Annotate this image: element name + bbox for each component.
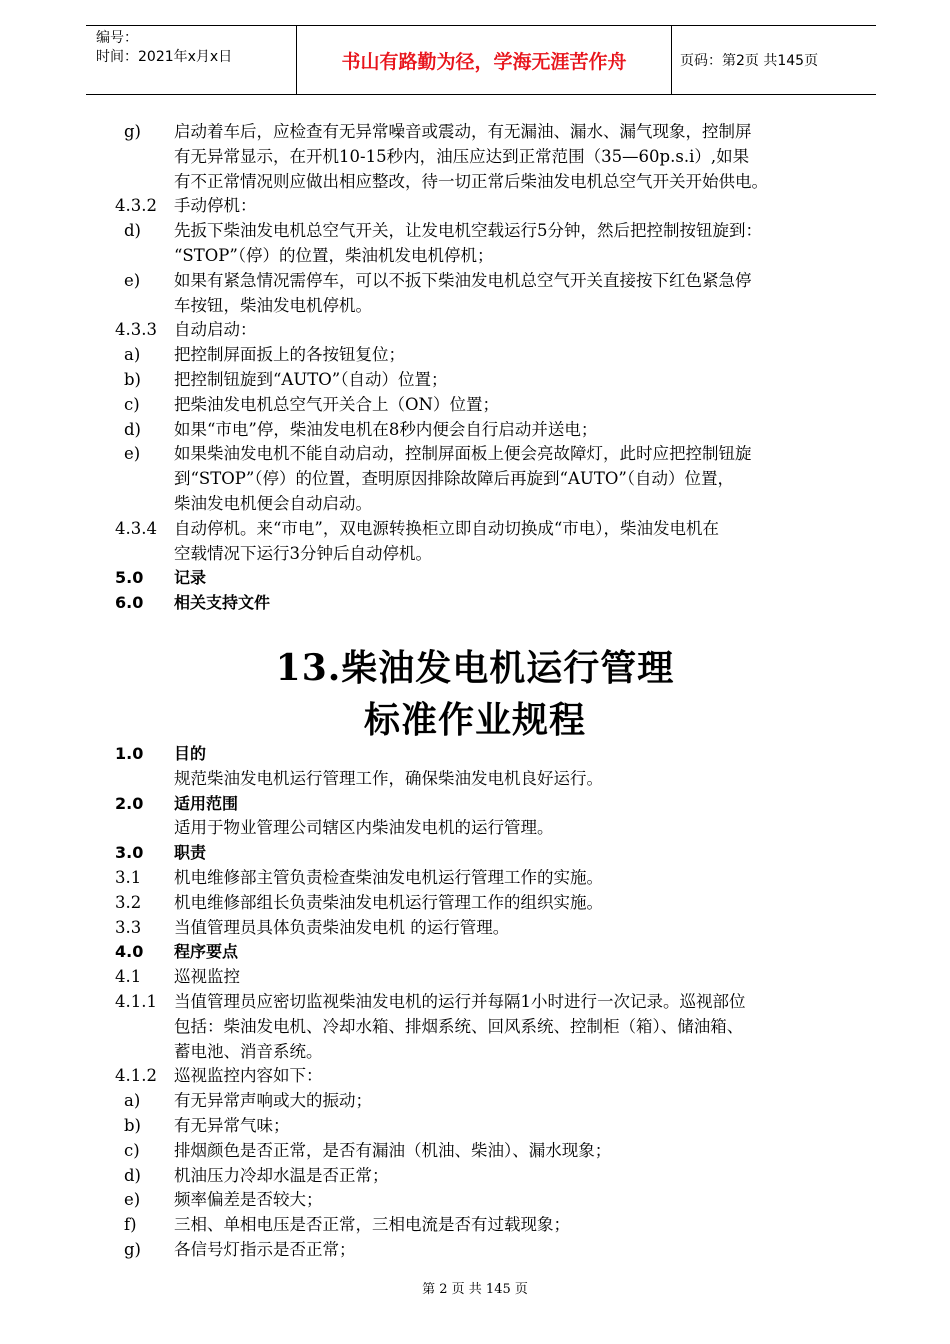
line-number: f) xyxy=(124,1215,137,1235)
line-text: 如果柴油发电机不能自动启动，控制屏面板上便会亮故障灯，此时应把控制钮旋 xyxy=(174,444,752,464)
line-number: d) xyxy=(124,419,141,439)
line-number: e) xyxy=(124,270,141,290)
line-text: 柴油发电机便会自动启动。 xyxy=(174,493,372,513)
line-text: 频率偏差是否较大； xyxy=(174,1190,323,1210)
line-text: 职责 xyxy=(174,843,207,863)
line-number: 5.0 xyxy=(115,568,144,588)
line-number: c) xyxy=(124,1140,140,1160)
text-line xyxy=(0,841,950,866)
line-text: 到“STOP”（停）的位置，查明原因排除故障后再旋到“AUTO”（自动）位置， xyxy=(174,469,735,489)
text-line xyxy=(0,940,950,965)
line-text: 程序要点 xyxy=(174,942,239,962)
text-line xyxy=(0,566,950,591)
line-text: 机电维修部主管负责检查柴油发电机运行管理工作的实施。 xyxy=(174,867,603,887)
line-text: 自动启动： xyxy=(174,320,257,340)
line-number: g) xyxy=(124,122,141,141)
text-line xyxy=(0,1015,950,1040)
text-line xyxy=(0,517,950,542)
line-text: 如果有紧急情况需停车，可以不扳下柴油发电机总空气开关直接按下红色紧急停 xyxy=(174,270,752,290)
line-text: 目的 xyxy=(174,744,207,763)
document-title-line1: 13.柴油发电机运行管理 xyxy=(275,647,675,689)
line-text: 先扳下柴油发电机总空气开关，让发电机空载运行5分钟，然后把控制按钮旋到： xyxy=(174,221,762,241)
text-line xyxy=(0,343,950,368)
line-text: 适用于物业管理公司辖区内柴油发电机的运行管理。 xyxy=(174,818,554,838)
text-line xyxy=(0,965,950,990)
line-number: g) xyxy=(124,1239,141,1259)
line-text: 把控制钮旋到“AUTO”（自动）位置； xyxy=(174,369,448,389)
header-motto: 书山有路勤为径，学海无涯苦作舟 xyxy=(296,26,672,94)
text-line xyxy=(0,467,950,492)
line-text: 相关支持文件 xyxy=(174,593,271,613)
text-line xyxy=(0,1064,950,1089)
line-number: 4.1.2 xyxy=(115,1066,157,1086)
header-page-info: 页码：第2页 共145页 xyxy=(680,53,819,69)
line-number: b) xyxy=(124,1115,141,1135)
line-text: 蓄电池、消音系统。 xyxy=(174,1041,323,1061)
line-text: 排烟颜色是否正常，是否有漏油（机油、柴油）、漏水现象； xyxy=(174,1140,612,1160)
line-number: 2.0 xyxy=(115,793,144,813)
text-line xyxy=(0,542,950,567)
text-line xyxy=(0,1188,950,1213)
line-text: 当值管理员具体负责柴油发电机 的运行管理。 xyxy=(174,917,510,937)
line-number: 4.3.3 xyxy=(115,320,157,340)
text-line xyxy=(0,1164,950,1189)
text-line xyxy=(0,591,950,616)
line-text: 有不正常情况则应做出相应整改，待一切正常后柴油发电机总空气开关开始供电。 xyxy=(174,171,768,191)
line-text: 把柴油发电机总空气开关合上（ON）位置； xyxy=(174,394,499,414)
text-line xyxy=(0,1238,950,1263)
line-text: 空载情况下运行3分钟后自动停机。 xyxy=(174,543,432,563)
line-number: 4.0 xyxy=(115,942,144,962)
line-number: e) xyxy=(124,444,141,464)
line-text: 车按钮，柴油发电机停机。 xyxy=(174,295,372,315)
line-number: d) xyxy=(124,1165,141,1185)
line-text: “STOP”（停）的位置，柴油机发电机停机； xyxy=(174,245,494,265)
line-text: 各信号灯指示是否正常； xyxy=(174,1239,356,1259)
text-line xyxy=(0,1213,950,1238)
line-text: 有无异常显示，在开机10-15秒内，油压应达到正常范围（35—60p.s.i）,如果 xyxy=(174,146,750,166)
text-line xyxy=(0,916,950,941)
line-text: 巡视监控内容如下： xyxy=(174,1066,323,1086)
line-text: 当值管理员应密切监视柴油发电机的运行并每隔1小时进行一次记录。巡视部位 xyxy=(174,991,746,1011)
line-text: 有无异常气味； xyxy=(174,1115,290,1135)
line-text: 把控制屏面扳上的各按钮复位； xyxy=(174,345,405,365)
line-text: 有无异常声响或大的振动； xyxy=(174,1091,372,1111)
line-number: a) xyxy=(124,345,141,365)
text-line xyxy=(0,742,950,767)
line-number: 4.3.2 xyxy=(115,196,157,216)
header-time-label: 时间：2021年x月x日 xyxy=(96,49,233,65)
line-text: 机油压力冷却水温是否正常； xyxy=(174,1165,389,1185)
text-line xyxy=(0,194,950,219)
text-line xyxy=(0,294,950,319)
text-line xyxy=(0,891,950,916)
line-text: 包括：柴油发电机、冷却水箱、排烟系统、回风系统、控制柜（箱）、储油箱、 xyxy=(174,1016,744,1036)
line-number: c) xyxy=(124,394,140,414)
line-text: 手动停机： xyxy=(174,196,257,216)
line-number: 3.1 xyxy=(115,867,142,887)
line-text: 巡视监控 xyxy=(174,967,240,987)
line-number: d) xyxy=(124,221,141,241)
line-text: 规范柴油发电机运行管理工作，确保柴油发电机良好运行。 xyxy=(174,768,603,788)
line-text: 三相、单相电压是否正常，三相电流是否有过载现象； xyxy=(174,1215,570,1235)
line-number: a) xyxy=(124,1091,141,1111)
text-line xyxy=(0,120,950,145)
line-text: 机电维修部组长负责柴油发电机运行管理工作的组织实施。 xyxy=(174,892,603,912)
text-line xyxy=(0,492,950,517)
line-text: 记录 xyxy=(174,568,207,588)
text-line xyxy=(0,866,950,891)
text-line xyxy=(0,244,950,269)
line-number: 3.3 xyxy=(115,917,142,937)
line-number: 4.1.1 xyxy=(115,991,157,1011)
line-number: 3.2 xyxy=(115,892,142,912)
text-line xyxy=(0,1139,950,1164)
text-line xyxy=(0,1040,950,1065)
line-number: 6.0 xyxy=(115,593,144,613)
line-number: 4.1 xyxy=(115,967,142,987)
header-meta xyxy=(86,26,296,94)
text-line xyxy=(0,442,950,467)
page-footer: 第 2 页 共 145 页 xyxy=(422,1282,528,1297)
text-line xyxy=(0,368,950,393)
text-line xyxy=(0,1114,950,1139)
text-line xyxy=(0,219,950,244)
line-text: 自动停机。来“市电”，双电源转换柜立即自动切换成“市电），柴油发电机在 xyxy=(174,518,720,538)
header-number-label: 编号： xyxy=(96,30,138,46)
page-header xyxy=(86,25,876,95)
text-line xyxy=(0,792,950,817)
line-number: b) xyxy=(124,369,141,389)
text-line xyxy=(0,1089,950,1114)
line-number: 1.0 xyxy=(115,744,144,763)
text-line xyxy=(0,145,950,170)
document-title-line2: 标准作业规程 xyxy=(363,699,586,741)
text-line xyxy=(0,816,950,841)
text-line xyxy=(0,990,950,1015)
line-text: 适用范围 xyxy=(174,793,239,813)
line-number: e) xyxy=(124,1190,141,1210)
text-line xyxy=(0,269,950,294)
text-line xyxy=(0,393,950,418)
section-continuation xyxy=(0,120,950,616)
line-text: 启动着车后，应检查有无异常噪音或震动，有无漏油、漏水、漏气现象，控制屏 xyxy=(174,122,752,141)
line-text: 如果“市电”停，柴油发电机在8秒内便会自行启动并送电； xyxy=(174,419,598,439)
text-line xyxy=(0,170,950,195)
text-line xyxy=(0,418,950,443)
line-number: 4.3.4 xyxy=(115,518,157,538)
text-line xyxy=(0,318,950,343)
text-line xyxy=(0,767,950,792)
line-number: 3.0 xyxy=(115,843,144,863)
section-procedure xyxy=(0,742,950,1263)
